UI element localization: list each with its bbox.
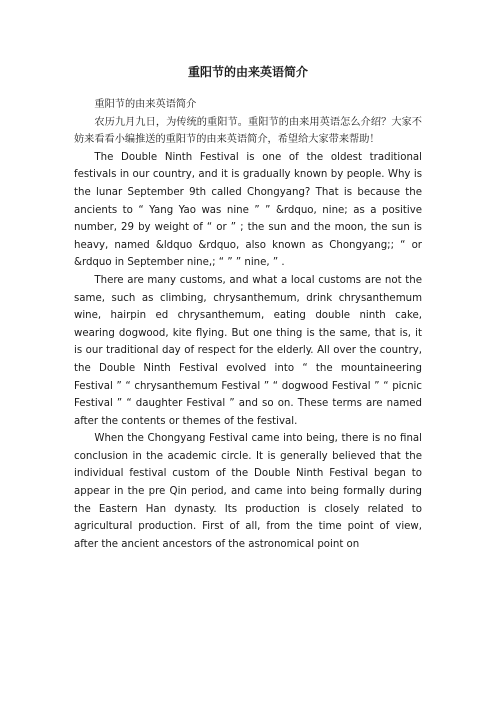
paragraph-intro: 农历九月九日，为传统的重阳节。重阳节的由来用英语怎么介绍？大家不妨来看看小编推送的重阳节的由来英语简介，希望给大家带来帮助！ (74, 116, 422, 146)
paragraph-customs: There are many customs, and what a local customs are not the same, such as climbing, chrysanthemum, drink chrysanthemum wine, hairpin ed chrysanthemum, eating double ninth cake, wearing dogwood, kite flying. But one thing is the same, that is, it is our traditional day of respect for the elderly. All over the country, the Double Ninth Festival evolved into “ the mountaineering Festival ” “ chrysanthemum Festival ” “ dogwood Festival ” “ picnic Festival ” “ daughter Festival ” and so on. These terms are named after the contents or themes of the festival. (74, 274, 422, 427)
document-title: 重阳节的由来英语简介 (187, 65, 308, 79)
paragraph-history: When the Chongyang Festival came into being, there is no final conclusion in the academic circle. It is generally believed that the individual festival custom of the Double Ninth Festival began to appear in the pre Qin period, and came into being formally during the Eastern Han dynasty. Its production is closely related to agricultural production. First of all, from the time point of view, after the ancient ancestors of the astronomical point on (74, 433, 422, 550)
document-body (74, 96, 422, 553)
paragraph-origin: The Double Ninth Festival is one of the oldest traditional festivals in our country, and it is gradually known by people. Why is the lunar September 9th called Chongyang? That is because the ancients to “ Yang Yao was nine ” ” &rdquo, nine; as a positive number, 29 by weight of “ or ” ; the sun and the moon, the sun is heavy, named &ldquo &rdquo, also known as Chongyang;; “ or &rdquo in September nine,; “ ” ” nine, ” . (74, 151, 422, 269)
document-subtitle: 重阳节的由来英语简介 (94, 99, 197, 110)
